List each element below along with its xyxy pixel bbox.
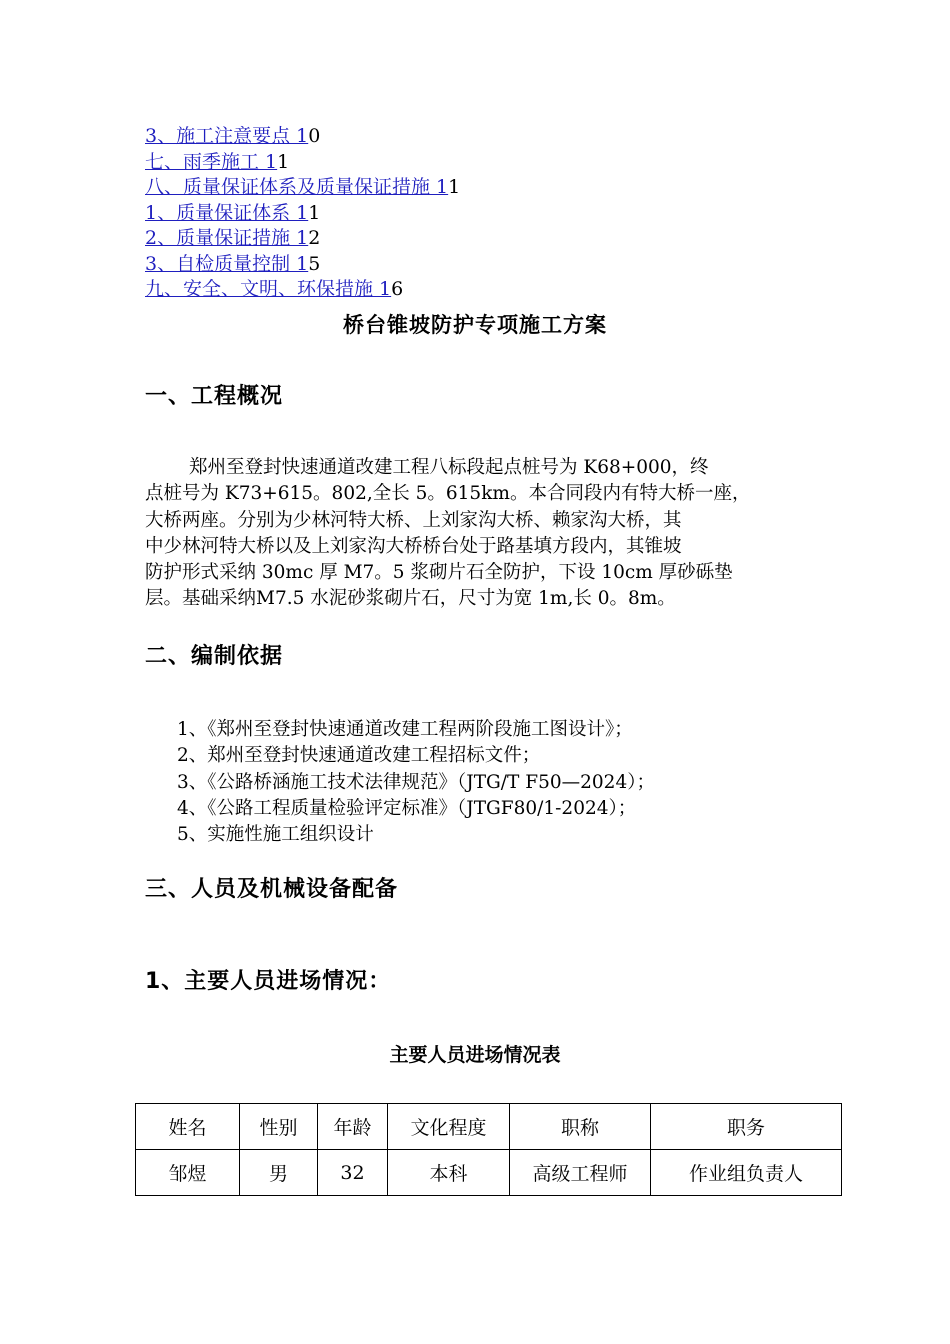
toc-item[interactable] <box>145 175 460 201</box>
basis-list-item: 2、郑州至登封快速通道改建工程招标文件； <box>177 745 541 767</box>
paragraph-line: 点桩号为 K73+615。802,全长 5。615km。本合同段内有特大桥一座， <box>145 483 751 505</box>
toc-link[interactable]: 3、施工注意要点 1 <box>145 125 309 147</box>
table-cell: 32 <box>318 1150 388 1196</box>
toc-page-number: 0 <box>308 125 321 147</box>
paragraph-line: 郑州至登封快速通道改建工程八标段起点桩号为 K68+000，终 <box>189 457 709 478</box>
toc-link[interactable]: 1、质量保证体系 1 <box>145 201 309 224</box>
paragraph-line: 中少林河特大桥以及上刘家沟大桥桥台处于路基填方段内，其锥坡 <box>145 535 682 557</box>
basis-list-item: 5、实施性施工组织设计 <box>177 824 374 846</box>
document-title: 桥台锥坡防护专项施工方案 <box>343 313 607 337</box>
basis-list <box>177 717 655 848</box>
toc-link[interactable]: 2、质量保证措施 1 <box>145 227 309 249</box>
section-heading-personnel: 三、人员及机械设备配备 <box>145 877 399 902</box>
column-header: 性别 <box>240 1104 318 1150</box>
toc-item[interactable] <box>145 124 460 150</box>
table-cell: 邹煜 <box>136 1150 240 1196</box>
toc-link[interactable]: 3、自检质量控制 1 <box>145 252 309 275</box>
table-cell: 作业组负责人 <box>651 1150 842 1196</box>
table-of-contents <box>145 124 460 303</box>
paragraph-line: 层。基础采纳M7.5 水泥砂浆砌片石，尺寸为宽 1m,长 0。8m。 <box>145 588 676 610</box>
paragraph-line: 大桥两座。分别为少林河特大桥、上刘家沟大桥、赖家沟大桥，其 <box>145 509 682 531</box>
basis-list-item: 3、《公路桥涵施工技术法律规范》（JTG/T F50—2024）； <box>177 771 655 793</box>
table-cell: 高级工程师 <box>510 1150 651 1196</box>
toc-page-number: 1 <box>277 150 290 173</box>
table-cell: 男 <box>240 1150 318 1196</box>
column-header: 职称 <box>510 1104 651 1150</box>
basis-list-item: 4、《公路工程质量检验评定标准》（JTGF80/1-2024）； <box>177 797 637 819</box>
overview-paragraph <box>145 455 815 613</box>
toc-page-number: 2 <box>308 227 321 249</box>
section-heading-basis: 二、编制依据 <box>145 644 284 669</box>
section-heading-overview: 一、工程概况 <box>145 384 284 409</box>
table-cell: 本科 <box>388 1150 510 1196</box>
table-header-row <box>136 1104 842 1150</box>
column-header: 年龄 <box>318 1104 388 1150</box>
basis-list-item: 1、《郑州至登封快速通道改建工程两阶段施工图设计》； <box>177 719 633 740</box>
toc-item[interactable] <box>145 277 460 303</box>
table-row <box>136 1150 842 1196</box>
toc-link[interactable]: 八、质量保证体系及质量保证措施 1 <box>145 176 449 198</box>
toc-page-number: 6 <box>391 278 404 300</box>
column-header: 文化程度 <box>388 1104 510 1150</box>
toc-link[interactable]: 七、雨季施工 1 <box>145 150 278 173</box>
subsection-heading-staff: 1、主要人员进场情况： <box>145 969 392 994</box>
paragraph-line: 防护形式采纳 30mc 厚 M7。5 浆砌片石全防护，下设 10cm 厚砂砾垫 <box>145 562 733 584</box>
column-header: 姓名 <box>136 1104 240 1150</box>
toc-link[interactable]: 九、安全、文明、环保措施 1 <box>145 278 392 300</box>
toc-item[interactable] <box>145 226 460 252</box>
toc-page-number: 1 <box>308 201 321 224</box>
toc-item[interactable] <box>145 150 460 176</box>
staff-table <box>135 1103 842 1196</box>
toc-item[interactable] <box>145 252 460 278</box>
toc-page-number: 1 <box>448 176 461 198</box>
column-header: 职务 <box>651 1104 842 1150</box>
table-caption: 主要人员进场情况表 <box>389 1044 561 1066</box>
toc-item[interactable] <box>145 201 460 227</box>
toc-page-number: 5 <box>308 252 321 275</box>
